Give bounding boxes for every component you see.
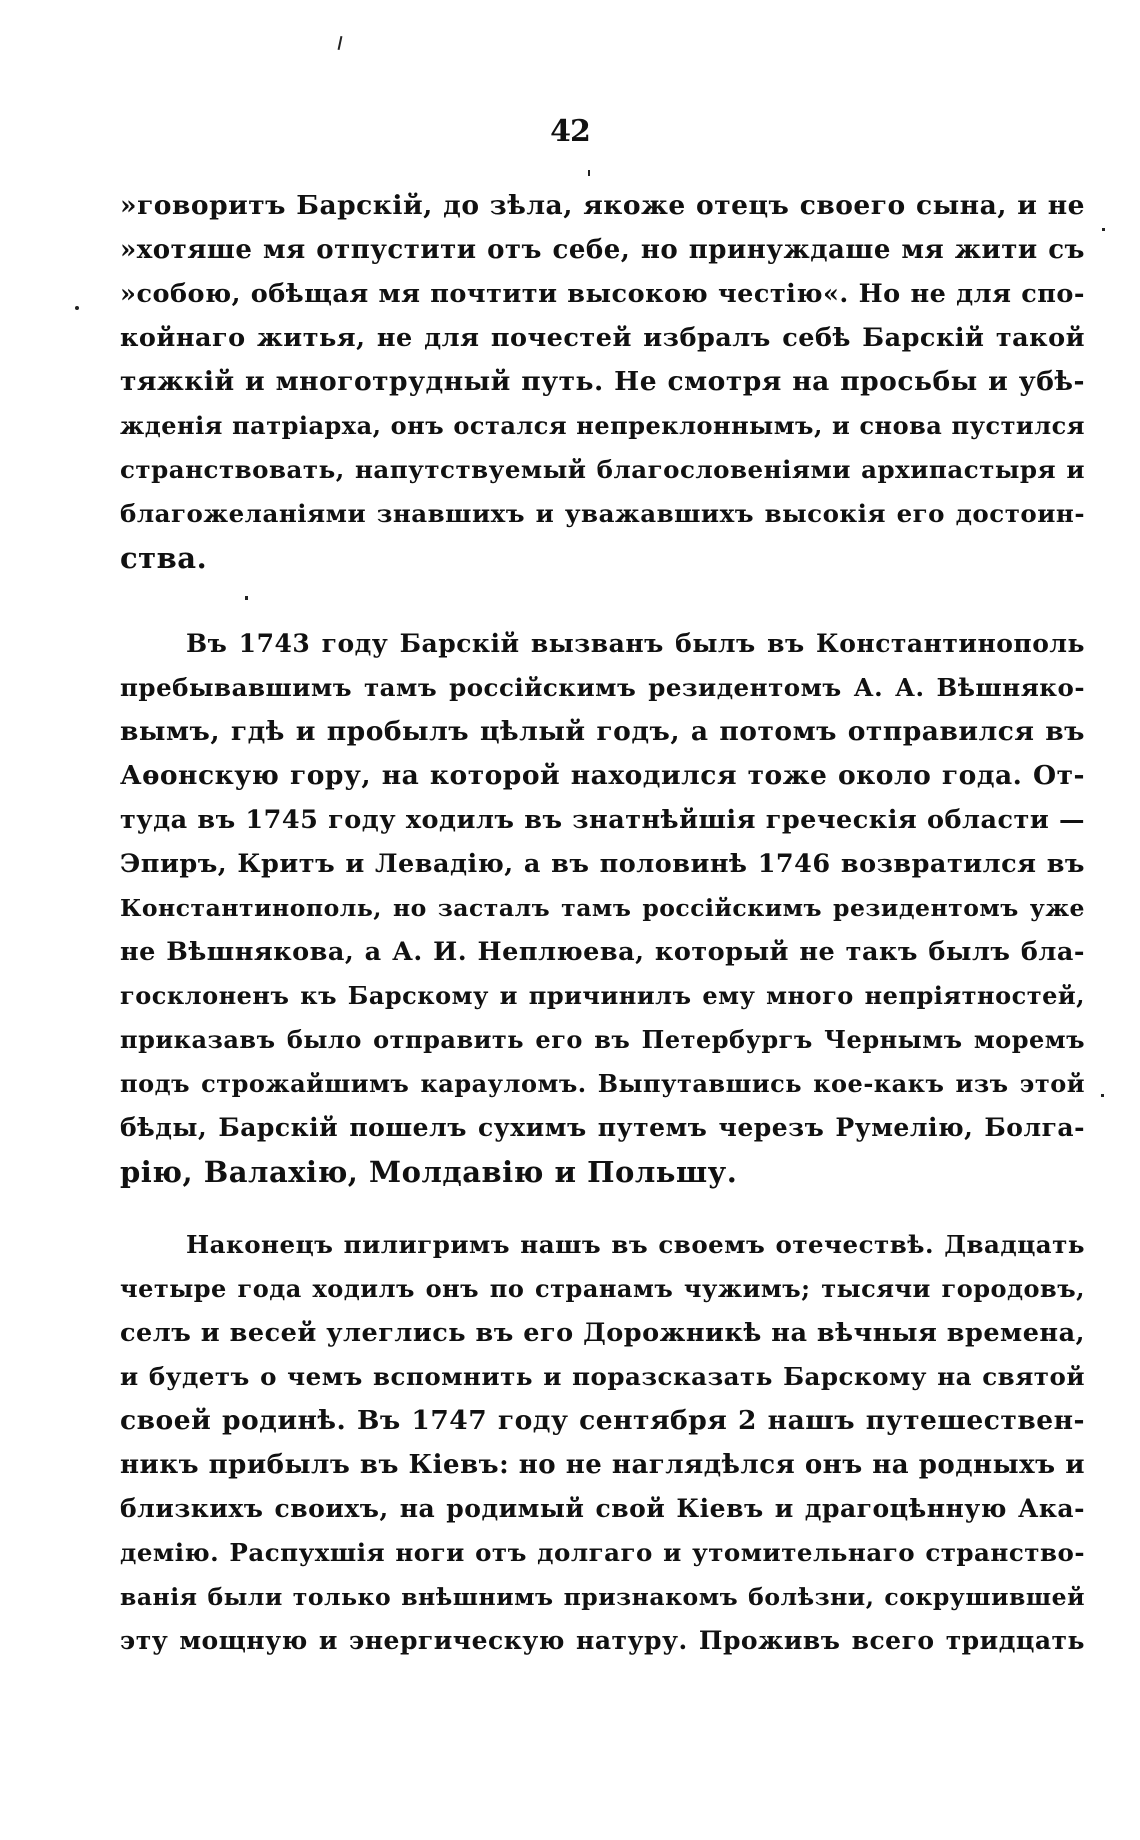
text-line: приказавъ было отправить его въ Петербургъ Чернымъ моремъ xyxy=(120,1025,1085,1054)
text-line: Эпиръ, Критъ и Левадію, а въ половинѣ 1746 возвратился въ xyxy=(120,849,1085,879)
text-line: Въ 1743 году Барскій вызванъ былъ въ Константинополь xyxy=(186,629,1085,658)
paragraph-3 xyxy=(120,1223,1085,1663)
page-number: 42 xyxy=(550,114,590,149)
text-line: Наконецъ пилигримъ нашъ въ своемъ отечествѣ. Двадцать xyxy=(186,1230,1085,1259)
text-line: »говоритъ Барскій, до зѣла, якоже отецъ своего сына, и не xyxy=(120,190,1085,221)
text-line: »собою, обѣщая мя почтити высокою честію«. Но не для спо- xyxy=(120,279,1085,309)
text-line: близкихъ своихъ, на родимый свой Кіевъ и драгоцѣнную Ака- xyxy=(120,1494,1085,1523)
text-line: демію. Распухшія ноги отъ долгаго и утомительнаго странство- xyxy=(120,1538,1085,1567)
text-line: никъ прибылъ въ Кіевъ: но не наглядѣлся онъ на родныхъ и xyxy=(120,1450,1085,1480)
text-line: селъ и весей улеглись въ его Дорожникѣ на вѣчныя времена, xyxy=(120,1318,1085,1348)
text-line: ства. xyxy=(120,541,208,575)
paragraph-2 xyxy=(120,622,1085,1194)
text-line: пребывавшимъ тамъ россійскимъ резидентомъ А. А. Вѣшняко- xyxy=(120,673,1085,702)
text-line: госклоненъ къ Барскому и причинилъ ему много непріятностей, xyxy=(120,981,1085,1010)
stray-ink-mark xyxy=(245,596,248,600)
stray-ink-mark xyxy=(588,170,590,176)
stray-ink-mark xyxy=(338,36,343,50)
text-line: рію, Валахію, Молдавію и Польшу. xyxy=(120,1155,738,1189)
text-line: Константинополь, но засталъ тамъ россійскимъ резидентомъ уже xyxy=(120,894,1085,922)
text-line: подъ строжайшимъ карауломъ. Выпутавшись кое-какъ изъ этой xyxy=(120,1069,1085,1098)
text-line: благожеланіями знавшихъ и уважавшихъ высокія его достоин- xyxy=(120,499,1085,528)
text-line: не Вѣшнякова, а А. И. Неплюева, который не такъ былъ бла- xyxy=(120,937,1085,967)
text-line: эту мощную и энергическую натуру. Проживъ всего тридцать xyxy=(120,1626,1085,1655)
text-line: ванія были только внѣшнимъ признакомъ болѣзни, сокрушившей xyxy=(120,1583,1085,1611)
text-line: четыре года ходилъ онъ по странамъ чужимъ; тысячи городовъ, xyxy=(120,1274,1085,1303)
text-line: туда въ 1745 году ходилъ въ знатнѣйшія греческія области — xyxy=(120,805,1085,835)
text-line: бѣды, Барскій пошелъ сухимъ путемъ черезъ Румелію, Болга- xyxy=(120,1113,1085,1142)
text-line: тяжкій и многотрудный путь. Не смотря на просьбы и убѣ- xyxy=(120,366,1085,397)
text-line: Аѳонскую гору, на которой находился тоже около года. От- xyxy=(120,760,1085,791)
text-line: и будетъ о чемъ вспомнить и поразсказать Барскому на святой xyxy=(120,1362,1085,1391)
text-line: »хотяше мя отпустити отъ себе, но принуждаше мя жити съ xyxy=(120,235,1085,265)
text-line: койнаго житья, не для почестей избралъ себѣ Барскій такой xyxy=(120,323,1085,353)
text-line: жденія патріарха, онъ остался непреклоннымъ, и снова пустился xyxy=(120,411,1085,440)
text-line: вымъ, гдѣ и пробылъ цѣлый годъ, а потомъ отправился въ xyxy=(120,716,1085,747)
text-line: странствовать, напутствуемый благословеніями архипастыря и xyxy=(120,455,1085,484)
stray-ink-mark xyxy=(1102,228,1105,231)
text-line: своей родинѣ. Въ 1747 году сентября 2 нашъ путешествен- xyxy=(120,1405,1085,1436)
paragraph-1 xyxy=(120,184,1085,580)
stray-ink-mark xyxy=(1101,1094,1104,1097)
stray-ink-mark xyxy=(75,306,79,310)
